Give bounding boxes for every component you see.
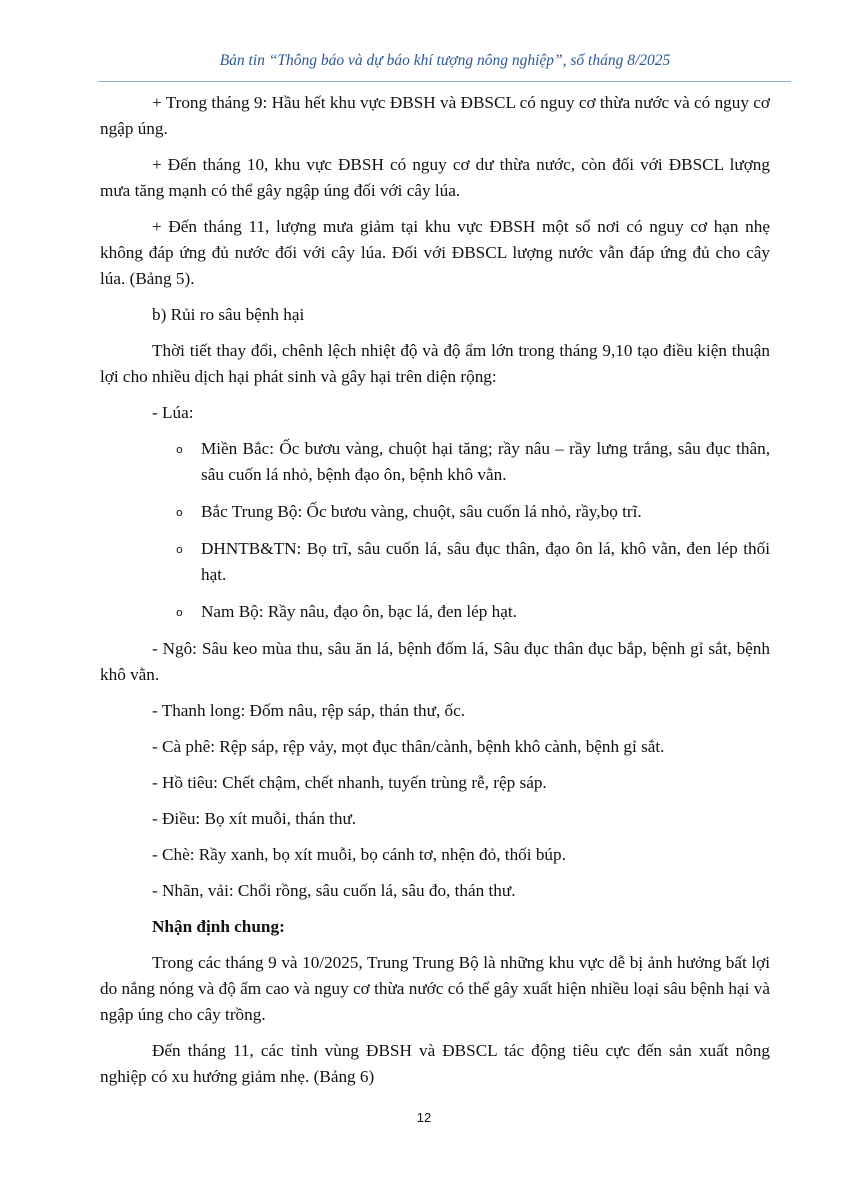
crop-corn: - Ngô: Sâu keo mùa thu, sâu ăn lá, bệnh đốm lá, Sâu đục thân đục bắp, bệnh gỉ sắt, bệnh khô vằn.: [100, 639, 770, 684]
bullet-circle-icon: o: [176, 543, 183, 556]
rice-region-south: Nam Bộ: Rầy nâu, đạo ôn, bạc lá, đen lép hạt.: [201, 602, 517, 621]
pest-risk-heading: b) Rủi ro sâu bệnh hại: [152, 305, 305, 324]
page-body: [100, 90, 770, 1100]
rice-region-south-central-highlands: DHNTB&TN: Bọ trĩ, sâu cuốn lá, sâu đục thân, đạo ôn lá, khô vằn, đen lép thối hạt.: [201, 539, 770, 584]
crop-longan-lychee: - Nhãn, vải: Chổi rồng, sâu cuốn lá, sâu đo, thán thư.: [152, 881, 516, 900]
crop-pepper: - Hồ tiêu: Chết chậm, chết nhanh, tuyến trùng rễ, rệp sáp.: [152, 773, 547, 792]
bullet-circle-icon: o: [176, 443, 183, 456]
general-assessment-paragraph: Trong các tháng 9 và 10/2025, Trung Trung Bộ là những khu vực dễ bị ảnh hưởng bất lợi do nắng nóng và độ ẩm cao và nguy cơ thừa nước có thể gây xuất hiện nhiều loại sâu bệnh hại và ngập úng cho cây trồng.: [100, 953, 770, 1024]
header-divider: [98, 81, 791, 82]
crop-tea: - Chè: Rầy xanh, bọ xít muỗi, bọ cánh tơ, nhện đỏ, thối búp.: [152, 845, 566, 864]
general-assessment-heading: Nhận định chung:: [152, 917, 285, 936]
crop-coffee: - Cà phê: Rệp sáp, rệp vảy, mọt đục thân/cành, bệnh khô cành, bệnh gỉ sắt.: [152, 737, 665, 756]
forecast-november: + Đến tháng 11, lượng mưa giảm tại khu vực ĐBSH một số nơi có nguy cơ hạn nhẹ không đáp ứng đủ nước đối với cây lúa. Đối với ĐBSCL lượng nước vẫn đáp ứng đủ cho cây lúa. (Bảng 5).: [100, 217, 770, 288]
rice-label: - Lúa:: [152, 403, 194, 422]
list-item: [100, 536, 770, 588]
list-item: [100, 436, 770, 488]
forecast-september: + Trong tháng 9: Hầu hết khu vực ĐBSH và ĐBSCL có nguy cơ thừa nước và có nguy cơ ngập úng.: [100, 93, 770, 138]
crop-dragon-fruit: - Thanh long: Đốm nâu, rệp sáp, thán thư, ốc.: [152, 701, 466, 720]
bullet-circle-icon: o: [176, 506, 183, 519]
list-item: [100, 499, 770, 525]
rice-region-north: Miền Bắc: Ốc bươu vàng, chuột hại tăng; rầy nâu – rầy lưng trắng, sâu đục thân, sâu cuốn lá nhỏ, bệnh đạo ôn, bệnh khô vằn.: [201, 439, 770, 484]
general-assessment-paragraph: Đến tháng 11, các tỉnh vùng ĐBSH và ĐBSCL tác động tiêu cực đến sản xuất nông nghiệp có xu hướng giảm nhẹ. (Bảng 6): [100, 1041, 770, 1086]
list-item: [100, 599, 770, 625]
pest-risk-intro: Thời tiết thay đổi, chênh lệch nhiệt độ và độ ẩm lớn trong tháng 9,10 tạo điều kiện thuận lợi cho nhiều dịch hại phát sinh và gây hại trên diện rộng:: [100, 341, 770, 386]
bulletin-header: Bản tin “Thông báo và dự báo khí tượng nông nghiệp”, số tháng 8/2025: [219, 52, 671, 69]
page-number: 12: [416, 1110, 432, 1125]
rice-region-north-central: Bắc Trung Bộ: Ốc bươu vàng, chuột, sâu cuốn lá nhỏ, rầy,bọ trĩ.: [201, 502, 642, 521]
forecast-october: + Đến tháng 10, khu vực ĐBSH có nguy cơ dư thừa nước, còn đối với ĐBSCL lượng mưa tăng mạnh có thể gây ngập úng đối với cây lúa.: [100, 155, 770, 200]
bullet-circle-icon: o: [176, 606, 183, 619]
crop-cashew: - Điều: Bọ xít muỗi, thán thư.: [152, 809, 357, 828]
